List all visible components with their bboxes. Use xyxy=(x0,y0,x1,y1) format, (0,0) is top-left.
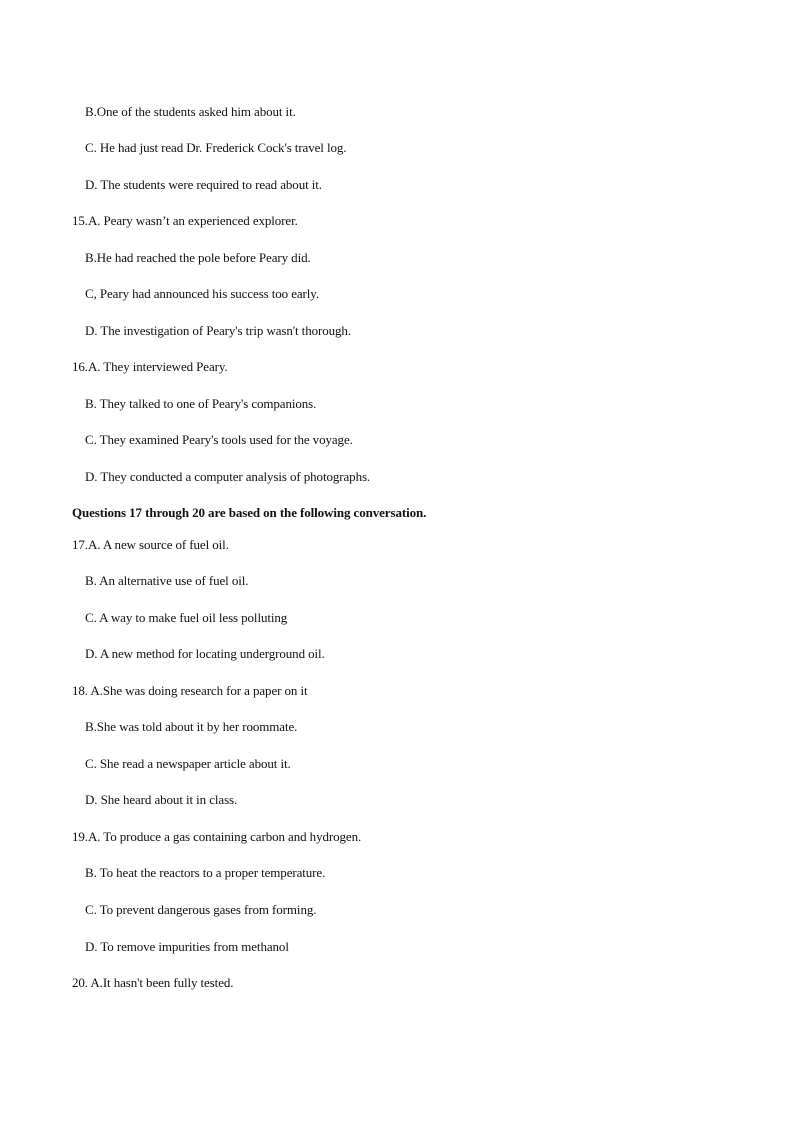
q19-option-c: C. To prevent dangerous gases from forming. xyxy=(85,902,317,917)
q19-option-b: B. To heat the reactors to a proper temperature. xyxy=(85,865,326,880)
q17-option-a: 17.A. A new source of fuel oil. xyxy=(72,537,229,552)
q19-option-d: D. To remove impurities from methanol xyxy=(85,939,289,954)
section-heading: Questions 17 through 20 are based on the following conversation. xyxy=(72,505,427,520)
q16-option-a: 16.A. They interviewed Peary. xyxy=(72,359,228,374)
q17-option-c: C. A way to make fuel oil less polluting xyxy=(85,610,288,625)
q18-option-a: 18. A.She was doing research for a paper on it xyxy=(72,683,308,698)
q16-option-b: B. They talked to one of Peary's companions. xyxy=(85,396,317,411)
q14-option-b: B.One of the students asked him about it. xyxy=(85,104,296,119)
q18-option-c: C. She read a newspaper article about it. xyxy=(85,756,291,771)
q15-option-d: D. The investigation of Peary's trip wasn't thorough. xyxy=(85,323,351,338)
q14-option-c: C. He had just read Dr. Frederick Cock's travel log. xyxy=(85,140,347,155)
q17-option-b: B. An alternative use of fuel oil. xyxy=(85,573,249,588)
q17-option-d: D. A new method for locating underground oil. xyxy=(85,646,325,661)
q15-option-b: B.He had reached the pole before Peary did. xyxy=(85,250,311,265)
q18-option-b: B.She was told about it by her roommate. xyxy=(85,719,298,734)
q15-option-c: C, Peary had announced his success too early. xyxy=(85,286,320,301)
q19-option-a: 19.A. To produce a gas containing carbon and hydrogen. xyxy=(72,829,362,844)
q16-option-d: D. They conducted a computer analysis of photographs. xyxy=(85,469,371,484)
q15-option-a: 15.A. Peary wasn’t an experienced explorer. xyxy=(72,213,298,228)
q20-option-a: 20. A.It hasn't been fully tested. xyxy=(72,975,234,990)
q18-option-d: D. She heard about it in class. xyxy=(85,792,238,807)
q16-option-c: C. They examined Peary's tools used for the voyage. xyxy=(85,432,353,447)
q14-option-d: D. The students were required to read about it. xyxy=(85,177,322,192)
